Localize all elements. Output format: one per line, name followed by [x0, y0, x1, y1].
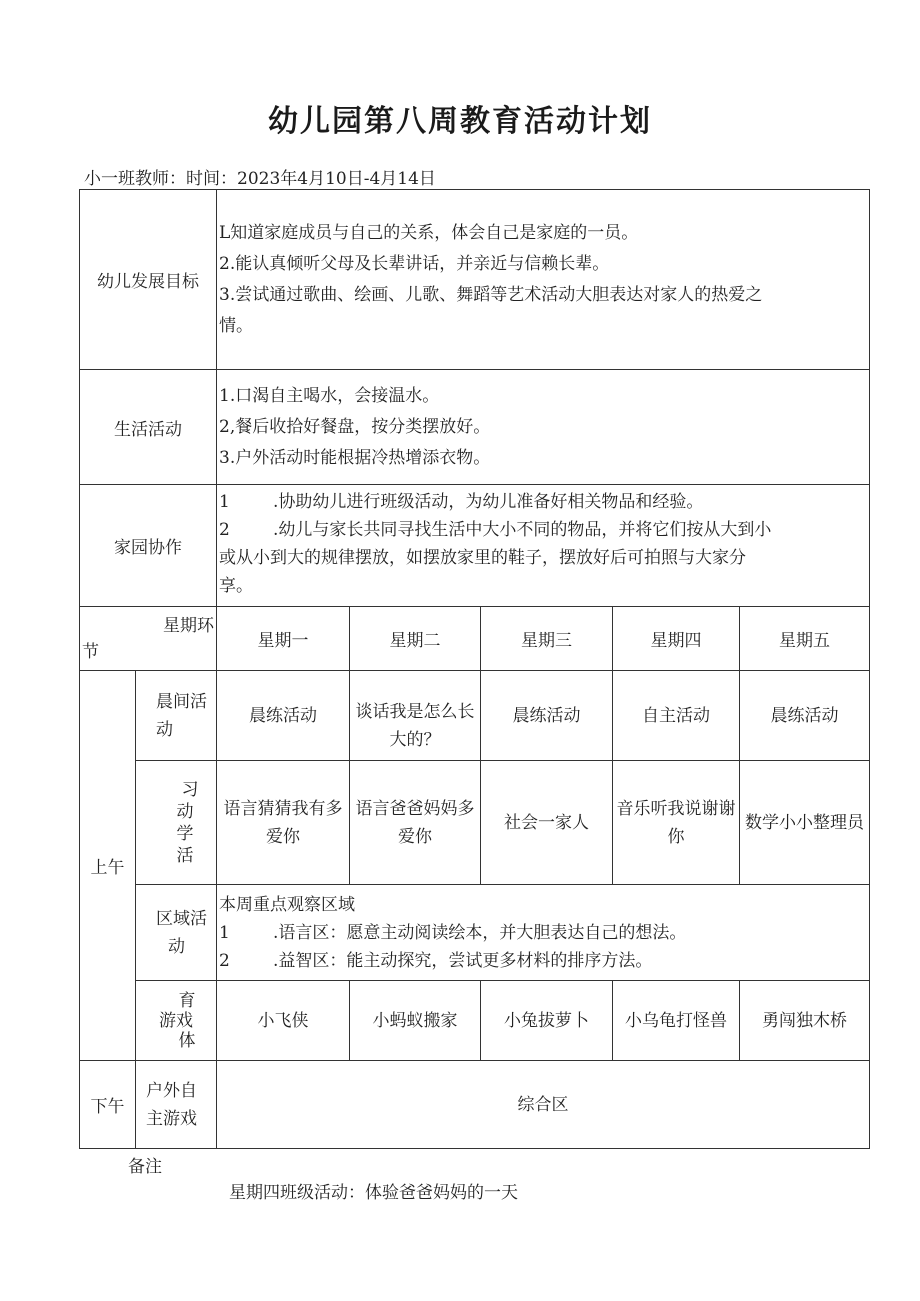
day-header-wed: 星期三 [481, 607, 613, 671]
area-item-1-number: 1 [219, 922, 230, 943]
day-header-tue: 星期二 [350, 607, 481, 671]
goal-line-1: L知道家庭成员与自己的关系，体会自己是家庭的一员。 [219, 222, 639, 243]
games-label [136, 981, 217, 1061]
day-header-thu: 星期四 [613, 607, 740, 671]
games-tue: 小蚂蚁搬家 [350, 981, 481, 1061]
games-thu: 小乌龟打怪兽 [613, 981, 740, 1061]
home-item-2-cont-1: 或从小到大的规律摆放，如摆放家里的鞋子，摆放好后可拍照与大家分 [219, 547, 746, 568]
home-item-2-number: 2 [219, 519, 230, 540]
learning-fri: 数学小小整理员 [740, 761, 870, 885]
area-label-l2: 动 [168, 936, 185, 957]
life-row [80, 370, 870, 485]
morning-activity-thu: 自主活动 [613, 671, 740, 761]
afternoon-sublabel [136, 1061, 217, 1149]
games-label-l2: 游戏 [159, 1010, 193, 1031]
morning-activity-row [80, 671, 870, 761]
morning-activity-fri: 晨练活动 [740, 671, 870, 761]
afternoon-label: 下午 [80, 1061, 136, 1149]
goal-line-2: 2.能认真倾听父母及长辈讲话，并亲近与信赖长辈。 [219, 253, 610, 274]
area-activity-label [136, 885, 217, 981]
afternoon-row [80, 1061, 870, 1149]
activity-plan-table [79, 189, 870, 1149]
home-row [80, 485, 870, 607]
learning-wed: 社会一家人 [481, 761, 613, 885]
learning-activity-label [136, 761, 217, 885]
area-activity-content [217, 885, 870, 981]
area-activity-row [80, 885, 870, 981]
morning-activity-mon: 晨练活动 [217, 671, 350, 761]
learning-tue: 语言爸爸妈妈多爱你 [350, 761, 481, 885]
goals-label: 幼儿发展目标 [80, 190, 217, 370]
learning-label-l3: 学 [176, 823, 194, 844]
morning-activity-label-l2: 动 [156, 719, 173, 740]
area-item-2-number: 2 [219, 950, 230, 971]
life-line-3: 3.户外活动时能根据冷热增添衣物。 [219, 447, 491, 468]
afternoon-content: 综合区 [217, 1061, 870, 1149]
home-item-1-number: 1 [219, 491, 230, 512]
learning-label-l2: 动 [176, 801, 194, 822]
notes-text: 星期四班级活动：体验爸爸妈妈的一天 [229, 1183, 518, 1203]
morning-label: 上午 [80, 671, 136, 1061]
area-heading: 本周重点观察区域 [219, 894, 355, 915]
page-title: 幼儿园第八周教育活动计划 [268, 104, 652, 139]
learning-thu: 音乐听我说谢谢你 [613, 761, 740, 885]
day-header-fri: 星期五 [740, 607, 870, 671]
home-label: 家园协作 [80, 485, 217, 607]
morning-activity-label-l1: 晨间活 [156, 691, 207, 712]
life-label: 生活活动 [80, 370, 217, 485]
life-line-2: 2,餐后收拾好餐盘，按分类摆放好。 [219, 416, 491, 437]
learning-label-l1: 习 [181, 779, 199, 800]
home-item-2-cont-2: 享。 [219, 575, 253, 596]
goal-line-4: 情。 [219, 315, 253, 336]
games-label-l1: 育 [178, 990, 196, 1011]
games-fri: 勇闯独木桥 [740, 981, 870, 1061]
area-item-2-text: .益智区：能主动探究，尝试更多材料的排序方法。 [273, 950, 653, 971]
weekday-header-row [80, 607, 870, 671]
goals-row [80, 190, 870, 370]
learning-label-l4: 活 [176, 845, 194, 866]
goals-content [217, 190, 870, 370]
games-mon: 小飞侠 [217, 981, 350, 1061]
area-item-1-text: .语言区：愿意主动阅读绘本，并大胆表达自己的想法。 [273, 922, 687, 943]
area-label-l1: 区域活 [156, 908, 207, 929]
home-content [217, 485, 870, 607]
afternoon-sub-l2: 主游戏 [146, 1108, 197, 1129]
home-item-1-text: .协助幼儿进行班级活动，为幼儿准备好相关物品和经验。 [273, 491, 704, 512]
header-corner-top: 星期环 [163, 616, 214, 636]
morning-activity-label [136, 671, 217, 761]
games-wed: 小兔拔萝卜 [481, 981, 613, 1061]
day-header-mon: 星期一 [217, 607, 350, 671]
games-row [80, 981, 870, 1061]
notes-label: 备注 [128, 1157, 162, 1177]
header-corner-cell [80, 607, 217, 671]
morning-activity-tue: 谈话我是怎么长大的？ [350, 671, 481, 761]
home-item-2-text: .幼儿与家长共同寻找生活中大小不同的物品，并将它们按从大到小 [273, 519, 772, 540]
morning-activity-wed: 晨练活动 [481, 671, 613, 761]
life-content [217, 370, 870, 485]
learning-activity-row [80, 761, 870, 885]
header-corner-bottom: 节 [82, 642, 99, 662]
afternoon-sub-l1: 户外自 [146, 1080, 197, 1101]
learning-mon: 语言猜猜我有多爱你 [217, 761, 350, 885]
life-line-1: 1.口渴自主喝水，会接温水。 [219, 385, 440, 406]
goal-line-3: 3.尝试通过歌曲、绘画、儿歌、舞蹈等艺术活动大胆表达对家人的热爱之 [219, 284, 763, 305]
games-label-l3: 体 [178, 1030, 196, 1051]
class-teacher-time-line: 小一班教师：时间：2023年4月10日-4月14日 [84, 169, 436, 189]
